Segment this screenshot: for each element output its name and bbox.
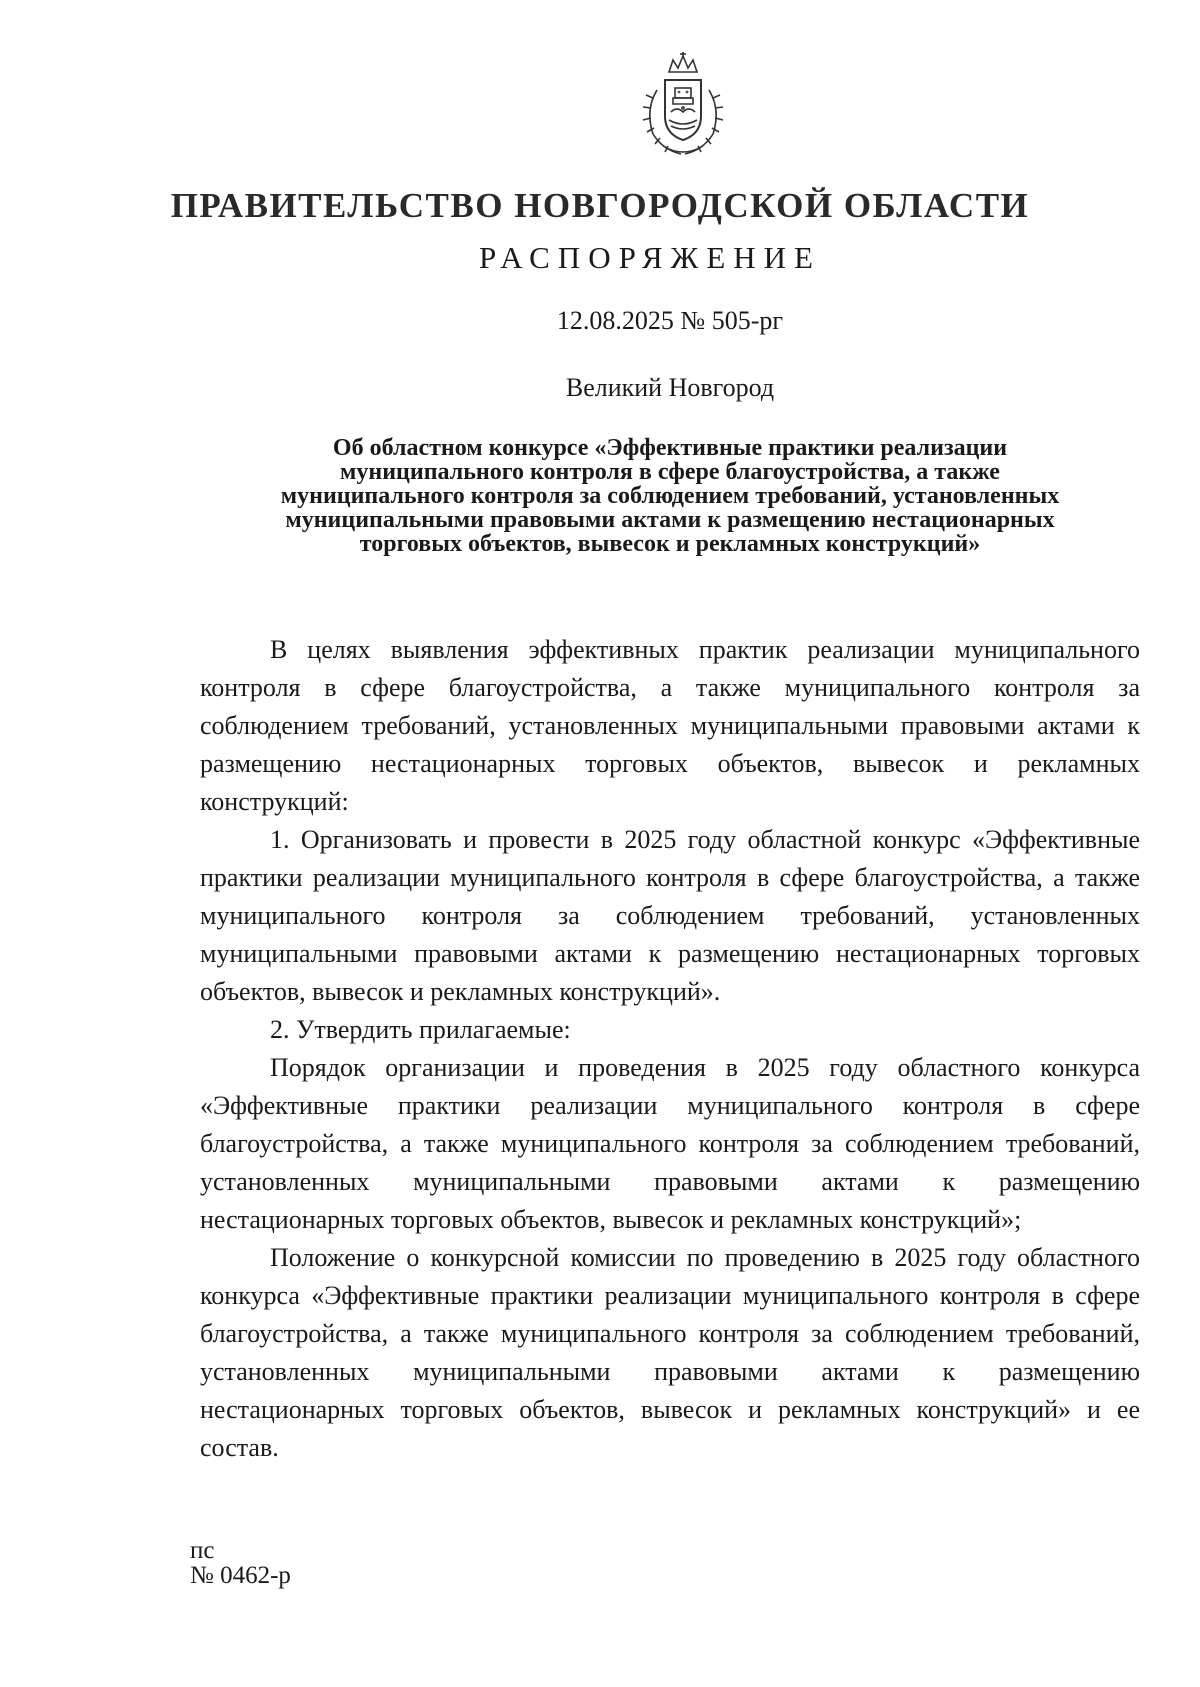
- document-subject: [200, 436, 1140, 556]
- document-body: [200, 631, 1140, 1467]
- subject-line: муниципального контроля за соблюдением требований, установленных: [280, 483, 1060, 509]
- novgorod-coat-of-arms-icon: [635, 50, 731, 160]
- document-type: РАСПОРЯЖЕНИЕ: [479, 240, 821, 275]
- document-place: Великий Новгород: [565, 373, 775, 402]
- body-paragraph-order: Порядок организации и проведения в 2025 году областного конкурса «Эффективные практики реализации муниципального контроля в сфере благоустройства, а также муниципального контроля за соблюдением требований, установленных муниципальными правовыми актами к размещению нестационарных торговых объектов, вывесок и рекламных конструкций»;: [200, 1053, 1140, 1234]
- registration-number: № 0462-р: [190, 1562, 291, 1589]
- subject-line: муниципальными правовыми актами к размещению нестационарных: [285, 507, 1055, 533]
- organization-title: ПРАВИТЕЛЬСТВО НОВГОРОДСКОЙ ОБЛАСТИ: [170, 186, 1030, 225]
- registration-mark: [190, 1538, 291, 1588]
- body-paragraph-item-2: 2. Утвердить прилагаемые:: [270, 1015, 571, 1044]
- registration-mark-line: пс: [190, 1537, 215, 1564]
- subject-line: торговых объектов, вывесок и рекламных конструкций»: [359, 531, 981, 557]
- subject-line: Об областном конкурсе «Эффективные практики реализации: [332, 435, 1008, 461]
- body-paragraph-item-1: 1. Организовать и провести в 2025 году областной конкурс «Эффективные практики реализации муниципального контроля в сфере благоустройства, а также муниципального контроля за соблюдением требований, установленных муниципальными правовыми актами к размещению нестационарных торговых объектов, вывесок и рекламных конструкций».: [200, 825, 1140, 1006]
- body-paragraph-preamble: В целях выявления эффективных практик реализации муниципального контроля в сфере благоустройства, а также муниципального контроля за соблюдением требований, установленных муниципальными правовыми актами к размещению нестационарных торговых объектов, вывесок и рекламных конструкций:: [200, 635, 1140, 816]
- subject-line: муниципального контроля в сфере благоустройства, а также: [340, 459, 1000, 485]
- body-paragraph-regulation: Положение о конкурсной комиссии по проведению в 2025 году областного конкурса «Эффективные практики реализации муниципального контроля в сфере благоустройства, а также муниципального контроля за соблюдением требований, установленных муниципальными правовыми актами к размещению нестационарных торговых объектов, вывесок и рекламных конструкций» и ее состав.: [200, 1243, 1140, 1462]
- document-date-number: 12.08.2025 № 505-рг: [556, 306, 784, 335]
